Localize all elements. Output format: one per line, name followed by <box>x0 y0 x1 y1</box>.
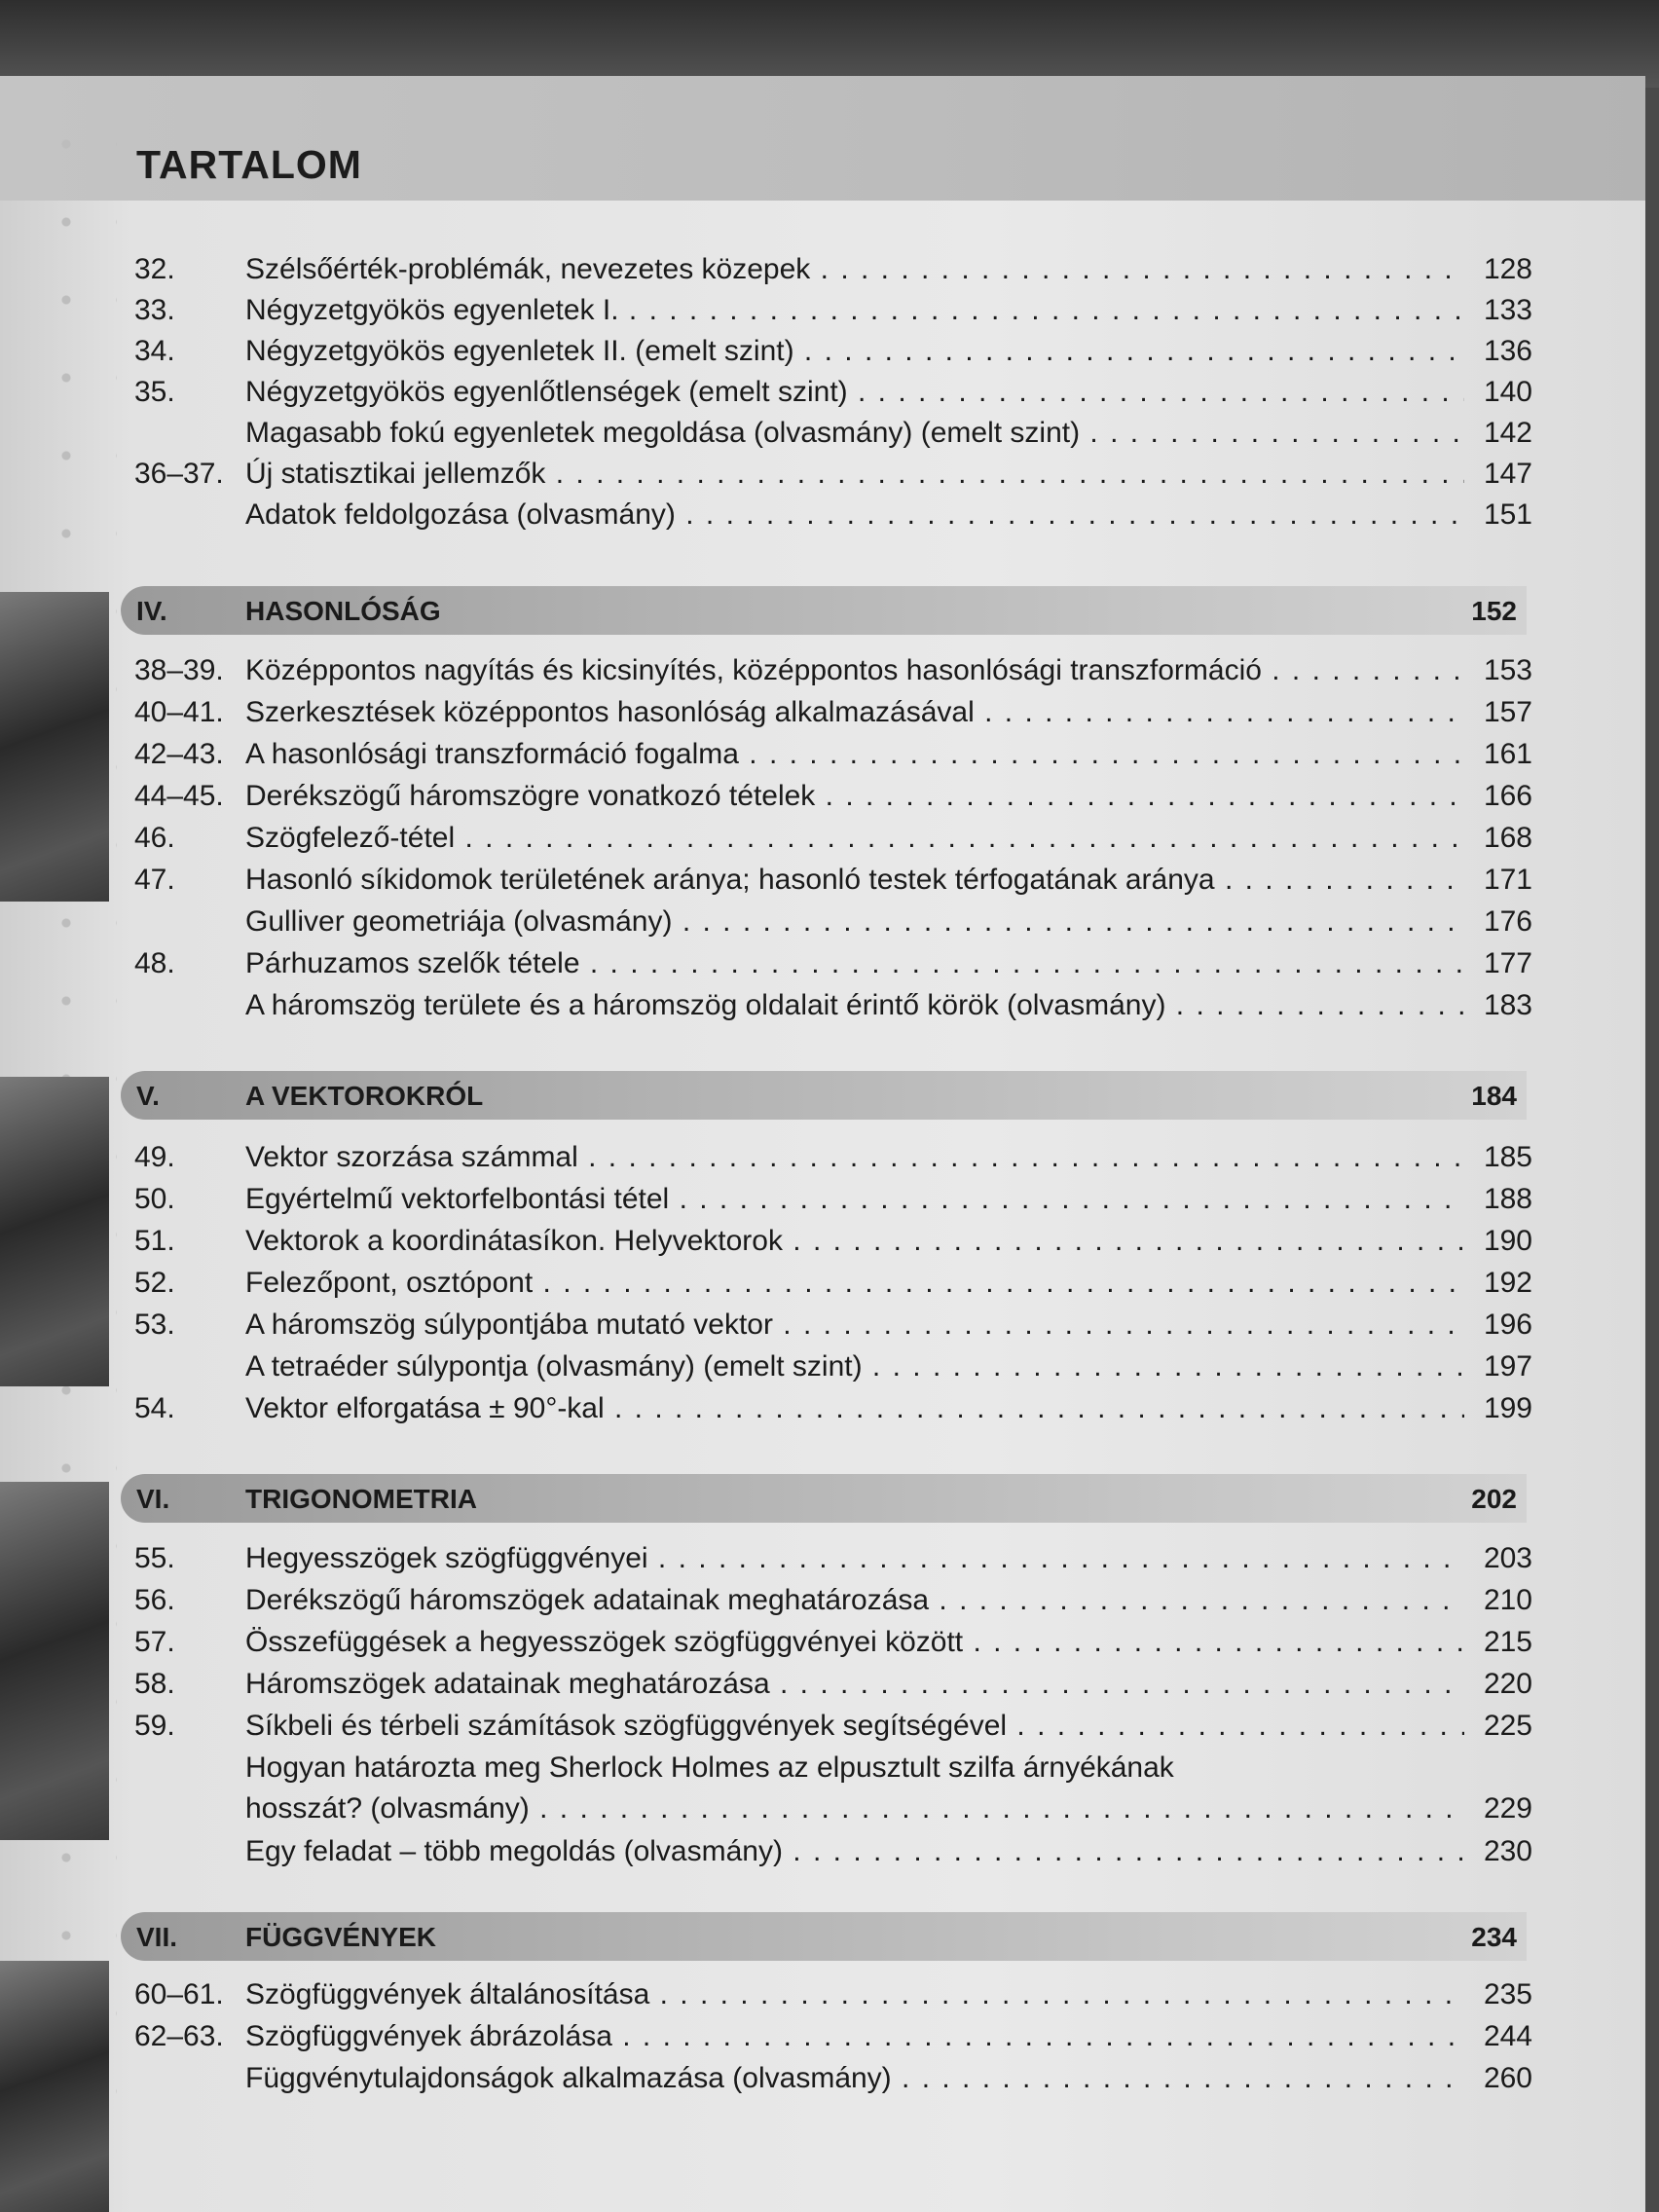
section-number: V. <box>136 1081 160 1111</box>
entry-number: 46. <box>134 822 175 854</box>
toc-entry <box>134 985 1532 1026</box>
toc-entry <box>134 413 1532 454</box>
page-title: TARTALOM <box>136 142 362 187</box>
entry-number: 38–39. <box>134 654 224 686</box>
toc-entry <box>134 776 1532 817</box>
section-title: FÜGGVÉNYEK <box>245 1922 437 1952</box>
entry-page: 151 <box>1483 498 1532 531</box>
entry-page: 260 <box>1483 2062 1532 2094</box>
entry-page: 185 <box>1483 1141 1532 1173</box>
entry-number: 54. <box>134 1392 175 1424</box>
entry-title: Egy feladat – több megoldás (olvasmány) . . . <box>245 1831 1464 1872</box>
section-page: 152 <box>1471 596 1517 626</box>
toc-entry <box>134 692 1532 733</box>
entry-number: 60–61. <box>134 1978 224 2010</box>
entry-page: 196 <box>1483 1309 1532 1341</box>
entry-title: Új statisztikai jellemzők . . . <box>245 454 1464 495</box>
toc-entry <box>134 290 1532 331</box>
entry-title: Felezőpont, osztópont . . . <box>245 1263 1464 1304</box>
section-number: VI. <box>136 1484 170 1514</box>
entry-title-line1: Hogyan határozta meg Sherlock Holmes az elpusztult szilfa árnyékának <box>245 1751 1174 1784</box>
entry-title: Szélsőérték-problémák, nevezetes közepek . . . <box>245 249 1464 290</box>
entry-title: Magasabb fokú egyenletek megoldása (olvasmány) (emelt szint) . . . <box>245 413 1464 454</box>
entry-number: 40–41. <box>134 696 224 728</box>
entry-page: 168 <box>1483 822 1532 854</box>
toc-entry <box>134 943 1532 984</box>
section-photo-city <box>0 1961 109 2212</box>
entry-page: 140 <box>1483 376 1532 408</box>
toc-entry <box>134 1221 1532 1262</box>
section-title: A VEKTOROKRÓL <box>245 1081 484 1111</box>
entry-number: 35. <box>134 376 175 408</box>
entry-number: 49. <box>134 1141 175 1173</box>
section-number: IV. <box>136 596 167 626</box>
toc-entry <box>134 454 1532 495</box>
toc-entry <box>134 249 1532 290</box>
toc-entry <box>134 1748 1532 1829</box>
entry-title: Hegyesszögek szögfüggvényei . . . <box>245 1538 1464 1579</box>
entry-page: 161 <box>1483 738 1532 770</box>
entry-number: 62–63. <box>134 2020 224 2052</box>
entry-page: 244 <box>1483 2020 1532 2052</box>
section-photo-playground <box>0 1077 109 1386</box>
section-header <box>121 1912 1527 1961</box>
book-page <box>0 76 1645 2212</box>
entry-number: 36–37. <box>134 458 224 490</box>
toc-entry <box>134 1706 1532 1747</box>
section-page: 234 <box>1471 1922 1517 1952</box>
entry-number: 57. <box>134 1626 175 1658</box>
toc-entry <box>134 1580 1532 1621</box>
entry-page: 190 <box>1483 1225 1532 1257</box>
section-title: HASONLÓSÁG <box>245 596 441 626</box>
entry-page: 192 <box>1483 1267 1532 1299</box>
entry-title: Négyzetgyökös egyenletek I. . . . <box>245 290 1464 331</box>
toc-entry <box>134 1538 1532 1579</box>
section-photo-fish <box>0 592 109 902</box>
entry-title: A hasonlósági transzformáció fogalma . . . <box>245 734 1464 775</box>
entry-number: 34. <box>134 335 175 367</box>
section-photo-church <box>0 1482 109 1840</box>
toc-entry <box>134 331 1532 372</box>
entry-title: Összefüggések a hegyesszögek szögfüggvényei között . . . <box>245 1622 1464 1663</box>
toc-entry <box>134 1137 1532 1178</box>
entry-number: 53. <box>134 1309 175 1341</box>
entry-page: 197 <box>1483 1350 1532 1382</box>
section-header <box>121 586 1527 635</box>
toc-entry <box>134 1346 1532 1387</box>
entry-page: 220 <box>1483 1668 1532 1700</box>
entry-page: 225 <box>1483 1710 1532 1742</box>
entry-page: 166 <box>1483 780 1532 812</box>
entry-number: 48. <box>134 947 175 979</box>
entry-page: 229 <box>1483 1792 1532 1825</box>
entry-title: Szögfelező-tétel . . . <box>245 818 1464 859</box>
entry-page: 136 <box>1483 335 1532 367</box>
entry-title: Háromszögek adatainak meghatározása . . . <box>245 1664 1464 1705</box>
toc-entry <box>134 1263 1532 1304</box>
section-header <box>121 1474 1527 1523</box>
entry-title: A tetraéder súlypontja (olvasmány) (emelt szint) . . . <box>245 1346 1464 1387</box>
toc-entry <box>134 372 1532 413</box>
toc-entry <box>134 1622 1532 1663</box>
toc-entry <box>134 1179 1532 1220</box>
entry-page: 188 <box>1483 1183 1532 1215</box>
toc-entry <box>134 860 1532 901</box>
entry-title: Függvénytulajdonságok alkalmazása (olvasmány) . . . <box>245 2058 1464 2099</box>
entry-title: Hasonló síkidomok területének aránya; hasonló testek térfogatának aránya . . . <box>245 860 1464 901</box>
section-header <box>121 1071 1527 1120</box>
entry-title: Négyzetgyökös egyenlőtlenségek (emelt szint) . . . <box>245 372 1464 413</box>
toc-entry <box>134 2016 1532 2057</box>
entry-title: Egyértelmű vektorfelbontási tétel . . . <box>245 1179 1464 1220</box>
toc-entry <box>134 1831 1532 1872</box>
entry-number: 51. <box>134 1225 175 1257</box>
entry-title: Derékszögű háromszögre vonatkozó tételek . . . <box>245 776 1464 817</box>
entry-number: 58. <box>134 1668 175 1700</box>
entry-title: Vektor szorzása számmal . . . <box>245 1137 1464 1178</box>
entry-page: 210 <box>1483 1584 1532 1616</box>
entry-number: 33. <box>134 294 175 326</box>
entry-number: 42–43. <box>134 738 224 770</box>
entry-page: 203 <box>1483 1542 1532 1574</box>
entry-page: 147 <box>1483 458 1532 490</box>
entry-page: 177 <box>1483 947 1532 979</box>
entry-page: 199 <box>1483 1392 1532 1424</box>
photo-background-top <box>0 0 1659 88</box>
entry-number: 32. <box>134 253 175 285</box>
section-number: VII. <box>136 1922 178 1952</box>
entry-title: Párhuzamos szelők tétele . . . <box>245 943 1464 984</box>
table-of-contents <box>0 76 1645 2212</box>
toc-entry <box>134 650 1532 691</box>
entry-title: A háromszög súlypontjába mutató vektor . . . <box>245 1305 1464 1346</box>
entry-title: A háromszög területe és a háromszög oldalait érintő körök (olvasmány) . . . <box>245 985 1464 1026</box>
entry-page: 153 <box>1483 654 1532 686</box>
toc-entry <box>134 1664 1532 1705</box>
entry-title: Szögfüggvények általánosítása . . . <box>245 1974 1464 2015</box>
entry-page: 128 <box>1483 253 1532 285</box>
entry-number: 59. <box>134 1710 175 1742</box>
entry-title: Szerkesztések középpontos hasonlóság alkalmazásával . . . <box>245 692 1464 733</box>
entry-page: 133 <box>1483 294 1532 326</box>
toc-entry <box>134 1388 1532 1429</box>
entry-number: 52. <box>134 1267 175 1299</box>
section-page: 202 <box>1471 1484 1517 1514</box>
entry-number: 56. <box>134 1584 175 1616</box>
entry-title: Gulliver geometriája (olvasmány) . . . <box>245 902 1464 942</box>
toc-entry <box>134 1305 1532 1346</box>
entry-page: 230 <box>1483 1835 1532 1867</box>
toc-entry <box>134 734 1532 775</box>
entry-page: 215 <box>1483 1626 1532 1658</box>
entry-page: 157 <box>1483 696 1532 728</box>
entry-page: 176 <box>1483 905 1532 938</box>
entry-title: Szögfüggvények ábrázolása . . . <box>245 2016 1464 2057</box>
entry-number: 44–45. <box>134 780 224 812</box>
entry-title: Középpontos nagyítás és kicsinyítés, középpontos hasonlósági transzformáció . . . <box>245 650 1464 691</box>
toc-entry <box>134 902 1532 942</box>
entry-number: 50. <box>134 1183 175 1215</box>
entry-page: 142 <box>1483 417 1532 449</box>
entry-number: 55. <box>134 1542 175 1574</box>
section-page: 184 <box>1471 1081 1517 1111</box>
entry-page: 171 <box>1483 864 1532 896</box>
entry-title: Vektor elforgatása ± 90°-kal . . . <box>245 1388 1464 1429</box>
entry-page: 183 <box>1483 989 1532 1021</box>
toc-entry <box>134 818 1532 859</box>
entry-title: Adatok feldolgozása (olvasmány) . . . <box>245 495 1464 535</box>
entry-title: Vektorok a koordinátasíkon. Helyvektorok . . . <box>245 1221 1464 1262</box>
toc-entry <box>134 1974 1532 2015</box>
entry-title: Derékszögű háromszögek adatainak meghatározása . . . <box>245 1580 1464 1621</box>
toc-entry <box>134 2058 1532 2099</box>
toc-entry <box>134 495 1532 535</box>
entry-title-line2: hosszát? (olvasmány) . . . <box>245 1788 1464 1829</box>
entry-number: 47. <box>134 864 175 896</box>
entry-title: Négyzetgyökös egyenletek II. (emelt szint) . . . <box>245 331 1464 372</box>
entry-page: 235 <box>1483 1978 1532 2010</box>
section-title: TRIGONOMETRIA <box>245 1484 477 1514</box>
entry-title: Síkbeli és térbeli számítások szögfüggvények segítségével . . . <box>245 1706 1464 1747</box>
